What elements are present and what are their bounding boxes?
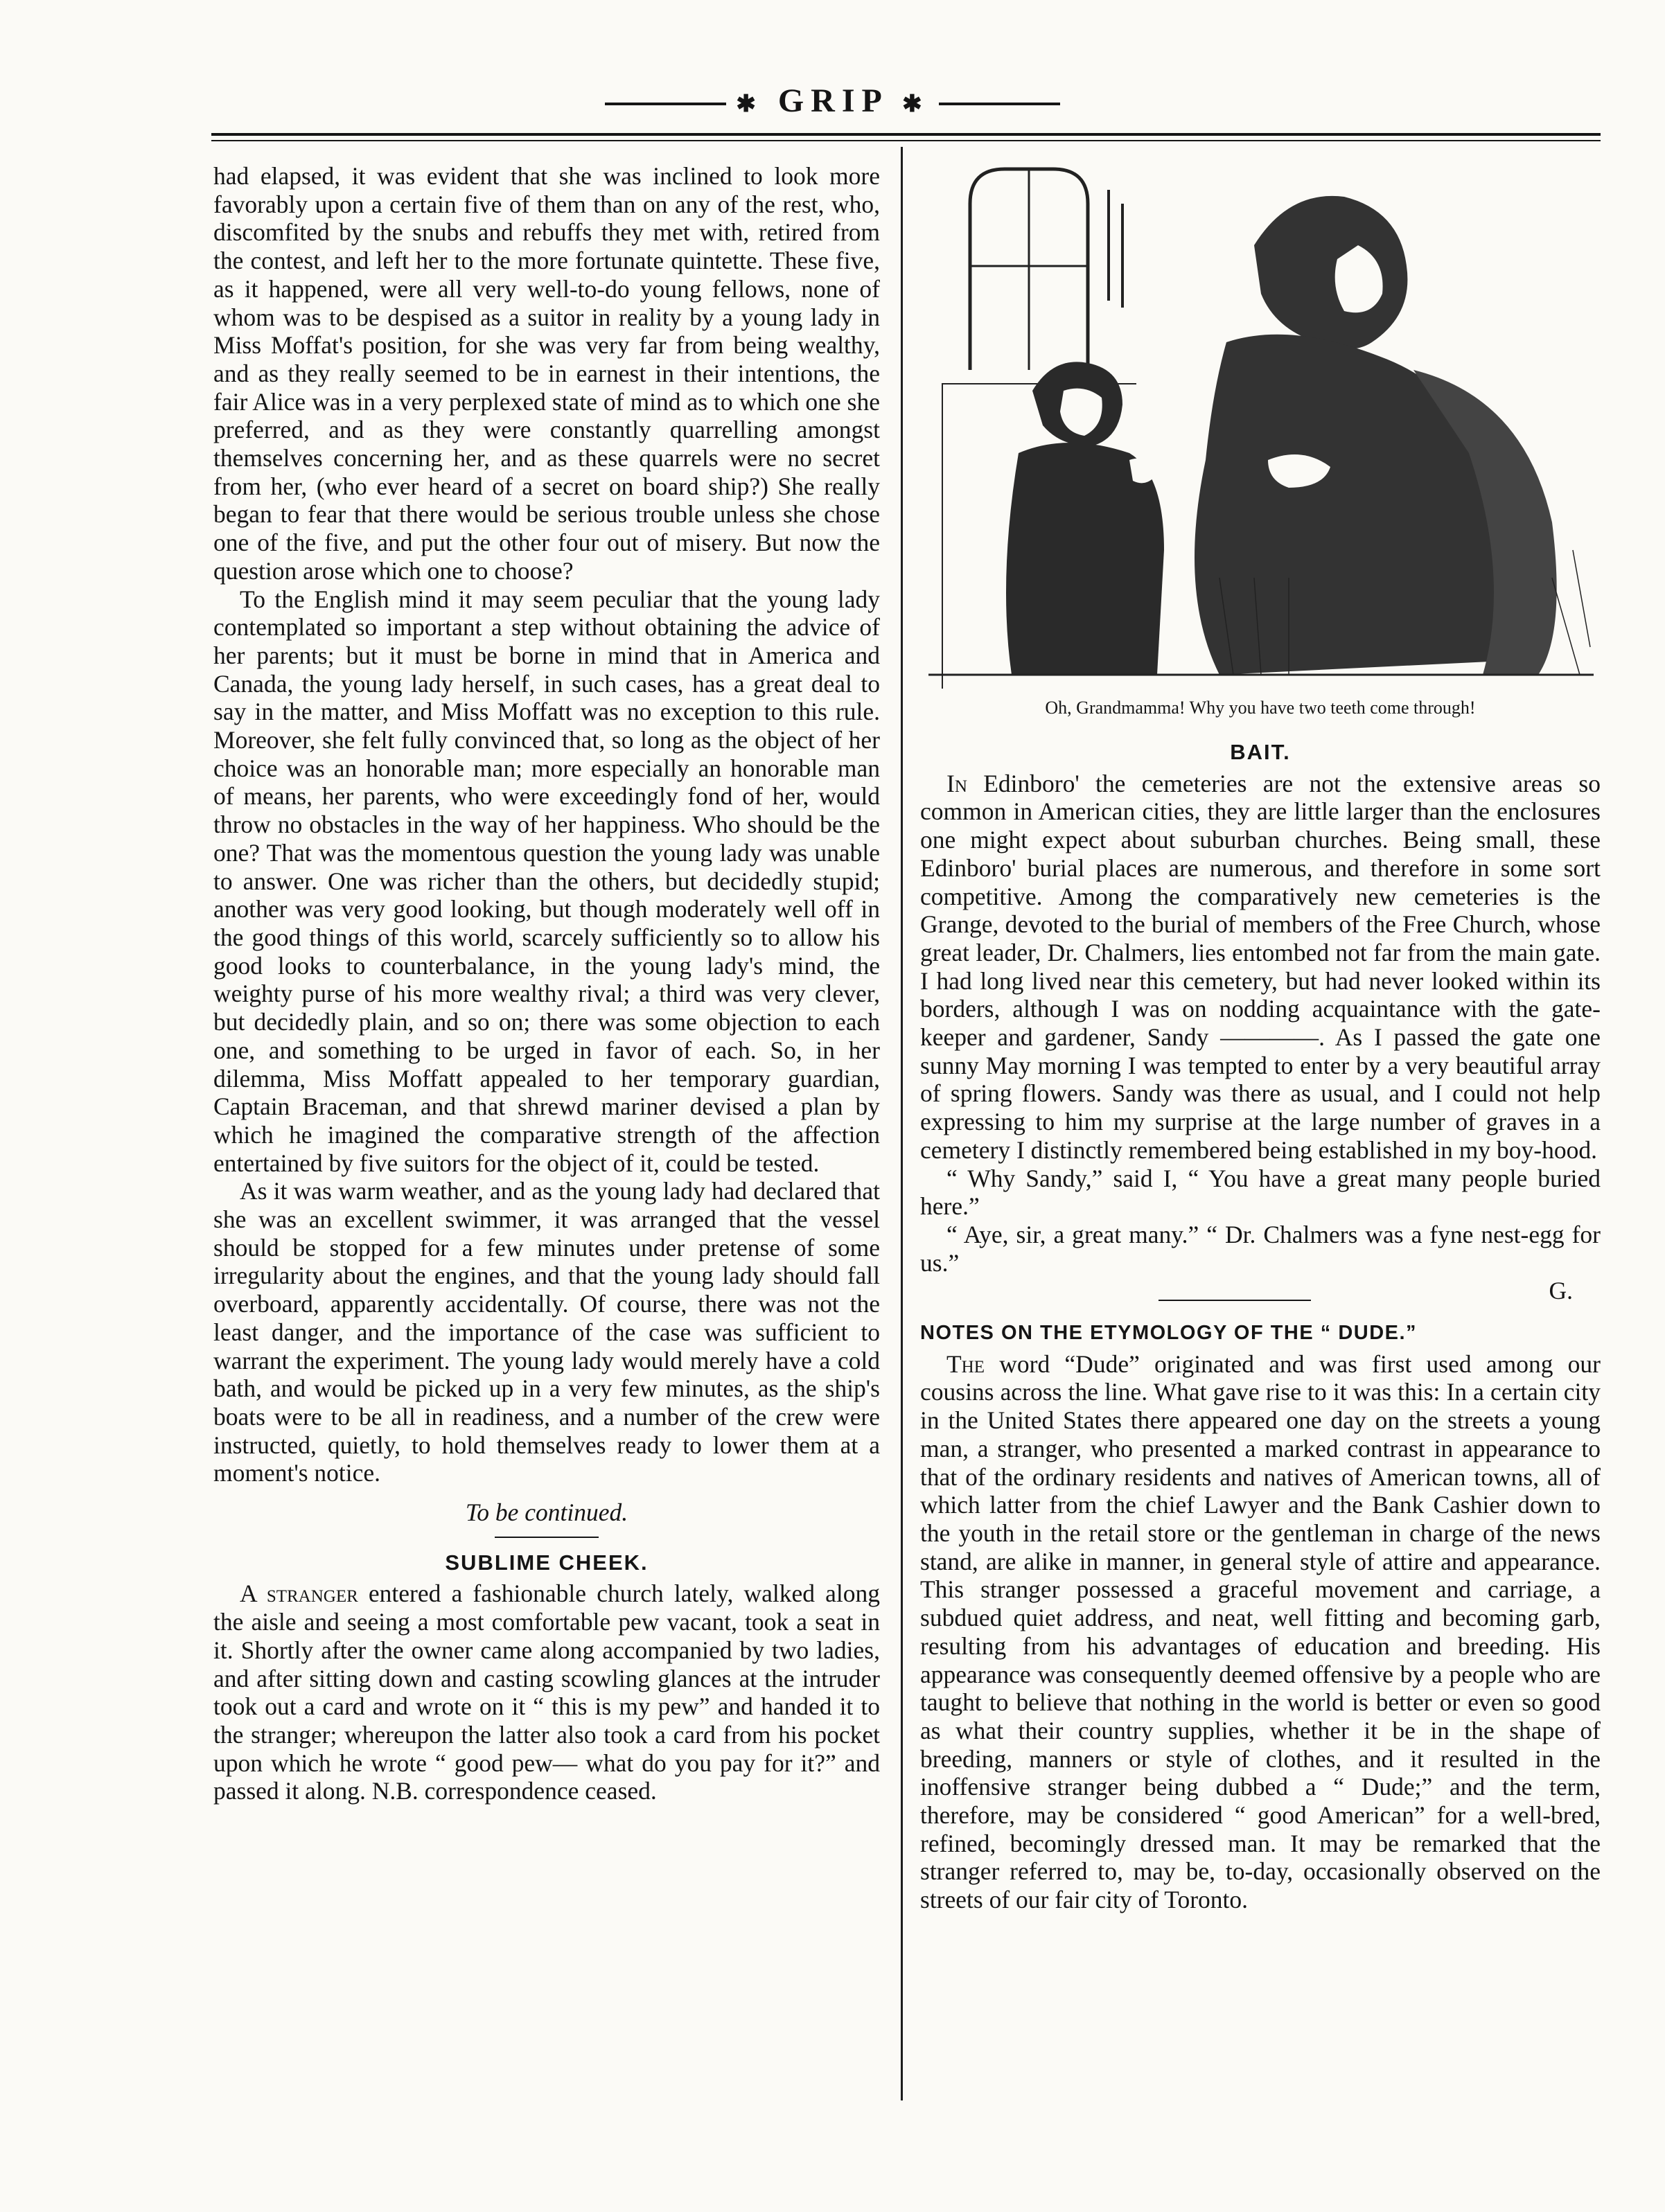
- bait-end-rule: [1159, 1300, 1311, 1301]
- dude-lead: The: [946, 1350, 985, 1378]
- masthead-right-rule: [939, 103, 1060, 105]
- masthead-right-star-icon: ✱: [902, 91, 929, 117]
- section-rule: [495, 1537, 599, 1538]
- story-paragraph-3: As it was warm weather, and as the young lady had declared that she was an excellent swimmer, it was arranged that the vessel should be stopped for a few minutes under pretense of some irregularity about the engines, and that the young lady should fall overboard, apparently accidentally. Of course, there was not the least danger, and the importance of the case was sufficient to warrant the experiment. The young lady would merely have a cold bath, and would be picked up in a very few minutes, as the ship's boats were to be all in readiness, and a number of the crew were instructed, quietly, to hold themselves ready to lower them at a moment's notice.: [213, 1177, 880, 1487]
- story-paragraph-1: had elapsed, it was evident that she was inclined to look more favorably upon a certain five of them than on any of the rest, who, discomfited by the snubs and rebuffs they met with, retired from the contest, and left her to the more fortunate quintette. These five, as it happened, were all very well-to-do young fellows, none of whom was to be despised as a suitor in reality by a young lady in Miss Moffat's position, for she was very far from being wealthy, and as they really seemed to be in earnest in their intentions, the fair Alice was in a very perplexed state of mind as to which one she preferred, and as they were constantly quarrelling amongst themselves concerning her, and as these quarrels were no secret from her, (who ever heard of a secret on board ship?) She really began to fear that there would be serious trouble unless she chose one of the five, and put the other four out of misery. But now the question arose which one to choose?: [213, 162, 880, 585]
- bait-paragraph-2: “ Why Sandy,” said I, “ You have a great many people buried here.”: [920, 1164, 1601, 1221]
- bait-paragraph-3: “ Aye, sir, a great many.” “ Dr. Chalmers was a fyne nest-egg for us.”: [920, 1220, 1601, 1277]
- masthead-left-star-icon: ✱: [736, 91, 763, 117]
- masthead: [0, 82, 1665, 120]
- masthead-title: GRIP: [777, 82, 888, 119]
- sublime-cheek-lead: A stranger: [240, 1580, 358, 1608]
- right-column: [920, 162, 1601, 1914]
- bait-paragraph-1: [920, 770, 1601, 1165]
- bait-lead: In: [946, 769, 967, 797]
- to-be-continued: To be continued.: [465, 1498, 628, 1527]
- masthead-left-rule: [605, 103, 726, 105]
- column-divider: [901, 147, 903, 2100]
- dude-body: word “Dude” originated and was first used among our cousins across the line. What gave rise to it was this: In a certain city in the United States there appeared one day on the streets a young man, a stranger, who presented a marked contrast in appearance to that of the ordinary residents and natives of American towns, all of which latter from the chief Lawyer and the Bank Cashier down to the youth in the retail store or the gentleman in charge of the news stand, are alike in manner, in general style of attire and appearance. This stranger possessed a graceful movement and carriage, a subdued quiet address, and neat, well fitting and becoming garb, resulting from his advantages of education and breeding. His appearance was consequently deemed offensive by a people who are taught to believe that nothing in the world is better or even so good as what their country supplies, whether it be in the shape of breeding, manners or style of clothes, and it resulted in the inoffensive stranger being dubbed a “ Dude;” and the term, therefore, may be considered “ good American” for a well-bred, refined, becomingly dressed man. It may be remarked that the stranger referred to, may be, to-day, occasionally observed on the streets of our fair city of Toronto.: [920, 1350, 1601, 1914]
- story-paragraph-2: To the English mind it may seem peculiar that the young lady contemplated so important a step without obtaining the advice of her parents; but it must be borne in mind that in America and Canada, the young lady herself, in such cases, has a great deal to say in the matter, and Miss Moffatt was no exception to this rule. Moreover, she felt fully convinced that, so long as the object of her choice was an honorable man; more especially an honorable man of means, her parents, who were exceedingly fond of her, would throw no obstacles in the way of her happiness. Who should be the one? That was the momentous question the young lady was unable to answer. One was richer than the others, but decidedly stupid; another was very good looking, but though moderately well off in the good things of this world, scarcely sufficiently so to allow his good looks to counterbalance, in the young lady's mind, the weighty purse of his more wealthy rival; a third was very clever, but decidedly plain, and so on; there was some objection to each one, and something to be urged in favor of each. So, in her dilemma, Miss Moffatt appealed to her temporary guardian, Captain Braceman, and that shrewd mariner devised a plan by which he imagined the comparative strength of the affection entertained by five suitors for the object of it, could be tested.: [213, 585, 880, 1177]
- bait-body: Edinboro' the cemeteries are not the extensive areas so common in American cities, they are little larger than the enclosures one might expect about suburban churches. Being small, these Edinboro' burial places are numerous, and therefore in some sort competitive. Among the comparatively new cemeteries is the Grange, devoted to the burial of members of the Free Church, whose great leader, Dr. Chalmers, lies entombed not far from the main gate. I had long lived near this cemetery, but had never looked within its borders, although I was on nodding acquaintance with the gate-keeper and gardener, Sandy ————. As I passed the gate one sunny May morning I was tempted to enter by a very beautiful array of spring flowers. Sandy was there as usual, and I could not help expressing to him my surprise at the large number of graves in a cemetery I distinctly remembered being established in my boy-hood.: [920, 769, 1601, 1164]
- bait-signature: G.: [1549, 1277, 1573, 1305]
- sublime-cheek-body: entered a fashionable church lately, walked along the aisle and seeing a most comfortable pew vacant, took a seat in it. Shortly after the owner came along accompanied by two ladies, and after sitting down and casting scowling glances at the intruder took out a card and wrote on it “ this is my pew” and handed it to the stranger; whereupon the latter also took a card from his pocket upon which he wrote “ good pew— what do you pay for it?” and passed it along. N.B. correspondence ceased.: [213, 1580, 880, 1805]
- sublime-cheek-paragraph: [213, 1580, 880, 1805]
- bait-signoff: [920, 1277, 1601, 1305]
- sublime-cheek-heading: SUBLIME CHEEK.: [445, 1550, 649, 1575]
- grandmother-and-child-illustration: [928, 162, 1594, 689]
- bait-heading: BAIT.: [1230, 740, 1291, 764]
- illustration-caption: Oh, Grandmamma! Why you have two teeth come through!: [1045, 698, 1476, 718]
- left-column: [213, 162, 880, 1805]
- dude-heading: NOTES ON THE ETYMOLOGY OF THE “ DUDE.”: [920, 1322, 1418, 1345]
- header-double-rule: [211, 133, 1601, 141]
- dude-paragraph: [920, 1350, 1601, 1914]
